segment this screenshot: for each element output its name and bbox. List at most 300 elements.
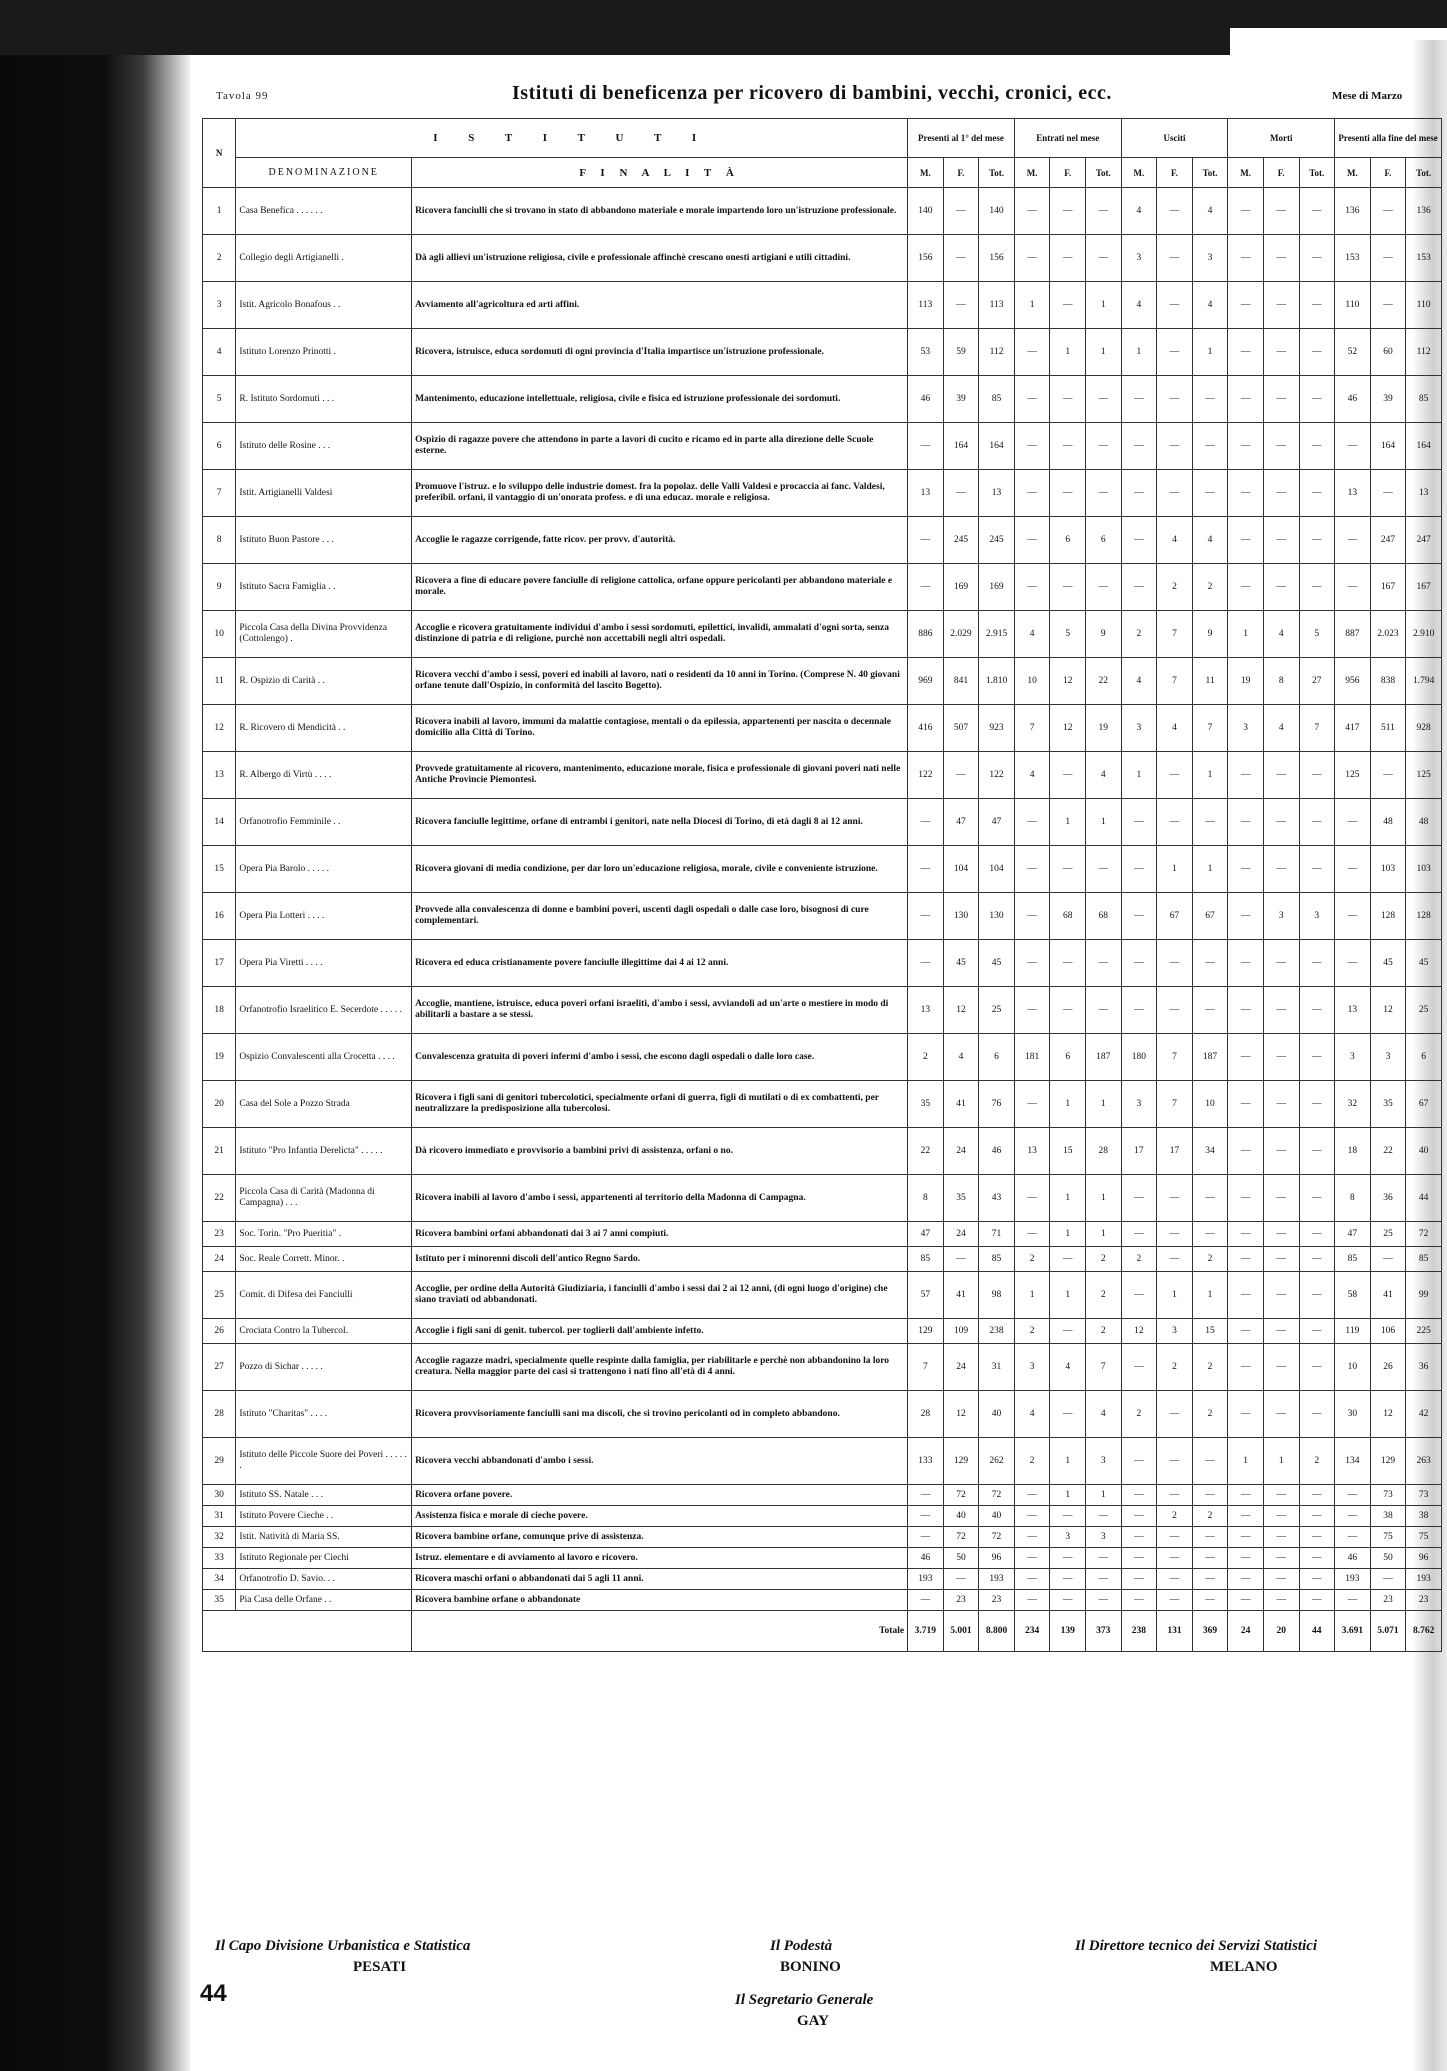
count-cell: —	[1228, 940, 1264, 987]
page-title: Istituti di beneficenza per ricovero di bambini, vecchi, cronici, ecc.	[512, 82, 1112, 104]
count-cell: 9	[1192, 611, 1228, 658]
count-cell: 128	[1370, 893, 1406, 940]
count-cell: 7	[1157, 611, 1193, 658]
count-cell: 1	[1050, 1081, 1086, 1128]
subheader-f: F.	[1263, 158, 1299, 188]
count-cell: —	[1228, 1272, 1264, 1319]
count-cell: —	[1121, 1506, 1157, 1527]
institute-purpose: Ricovera ed educa cristianamente povere fanciulle illegittime dai 4 ai 12 anni.	[412, 940, 908, 987]
count-cell: 193	[908, 1569, 944, 1590]
row-number: 22	[203, 1175, 236, 1222]
count-cell: 2	[1192, 1506, 1228, 1527]
institute-name: Opera Pia Viretti . . . .	[236, 940, 412, 987]
count-cell: —	[1014, 1081, 1050, 1128]
count-cell: 136	[1335, 188, 1371, 235]
count-cell: 35	[1370, 1081, 1406, 1128]
page-number: 44	[200, 1980, 227, 2007]
count-cell: 3	[1121, 235, 1157, 282]
count-cell: —	[1263, 1344, 1299, 1391]
row-number: 10	[203, 611, 236, 658]
total-cell: 234	[1014, 1611, 1050, 1652]
count-cell: 24	[943, 1344, 979, 1391]
count-cell: —	[1157, 329, 1193, 376]
count-cell: 119	[1335, 1319, 1371, 1344]
count-cell: 3	[1085, 1527, 1121, 1548]
count-cell: —	[1263, 188, 1299, 235]
institute-purpose: Ricovera vecchi abbandonati d'ambo i sessi.	[412, 1438, 908, 1485]
count-cell: —	[1299, 1506, 1335, 1527]
count-cell: —	[1157, 799, 1193, 846]
count-cell: 1	[1157, 1272, 1193, 1319]
count-cell: 167	[1370, 564, 1406, 611]
row-number: 12	[203, 705, 236, 752]
count-cell: —	[1121, 1175, 1157, 1222]
table-row	[203, 376, 1442, 423]
count-cell: —	[1050, 1247, 1086, 1272]
subheader-f: F.	[1157, 158, 1193, 188]
count-cell: —	[1085, 846, 1121, 893]
count-cell: —	[1263, 1527, 1299, 1548]
count-cell: —	[908, 423, 944, 470]
count-cell: 99	[1406, 1272, 1442, 1319]
row-number: 30	[203, 1485, 236, 1506]
table-row	[203, 940, 1442, 987]
count-cell: 3	[1121, 705, 1157, 752]
count-cell: 1	[1192, 329, 1228, 376]
count-cell: 130	[979, 893, 1015, 940]
table-row	[203, 752, 1442, 799]
table-row	[203, 1081, 1442, 1128]
count-cell: —	[908, 1590, 944, 1611]
capo-title: Il Capo Divisione Urbanistica e Statistica	[215, 1938, 471, 1954]
count-cell: —	[1263, 1548, 1299, 1569]
count-cell: 238	[979, 1319, 1015, 1344]
count-cell: 85	[908, 1247, 944, 1272]
count-cell: —	[1299, 1175, 1335, 1222]
count-cell: 96	[979, 1548, 1015, 1569]
institute-name: Orfanotrofio Femminile . .	[236, 799, 412, 846]
count-cell: —	[1121, 1548, 1157, 1569]
count-cell: 22	[1085, 658, 1121, 705]
count-cell: 1	[1050, 1222, 1086, 1247]
count-cell: 22	[1370, 1128, 1406, 1175]
count-cell: 112	[1406, 329, 1442, 376]
institute-purpose: Ricovera orfane povere.	[412, 1485, 908, 1506]
institute-name: Istituto "Charitas" . . . .	[236, 1391, 412, 1438]
row-number: 4	[203, 329, 236, 376]
count-cell: —	[1157, 1175, 1193, 1222]
row-number: 27	[203, 1344, 236, 1391]
document-sheet	[192, 40, 1438, 2071]
table-row	[203, 1569, 1442, 1590]
count-cell: 4	[1121, 188, 1157, 235]
row-number: 5	[203, 376, 236, 423]
count-cell: —	[1050, 752, 1086, 799]
count-cell: 6	[1406, 1034, 1442, 1081]
count-cell: —	[1228, 282, 1264, 329]
count-cell: 1	[1050, 799, 1086, 846]
institute-purpose: Accoglie, per ordine della Autorità Giudiziaria, i fanciulli d'ambo i sessi dai 2 ai 12 anni, (di ogni luogo d'origine) che siano traviati od abbandonati.	[412, 1272, 908, 1319]
table-row	[203, 1527, 1442, 1548]
count-cell: 1	[1228, 611, 1264, 658]
count-cell: —	[1050, 564, 1086, 611]
count-cell: 39	[1370, 376, 1406, 423]
count-cell: —	[1121, 376, 1157, 423]
institute-name: Collegio degli Artigianelli .	[236, 235, 412, 282]
institute-purpose: Provvede alla convalescenza di donne e bambini poveri, uscenti dagli ospedali o dalle case loro, bisognosi di cure complementari.	[412, 893, 908, 940]
count-cell: 38	[1406, 1506, 1442, 1527]
count-cell: —	[1299, 1548, 1335, 1569]
count-cell: 103	[1406, 846, 1442, 893]
count-cell: 2.910	[1406, 611, 1442, 658]
count-cell: 85	[1406, 376, 1442, 423]
count-cell: 103	[1370, 846, 1406, 893]
count-cell: —	[1263, 1247, 1299, 1272]
total-cell: 8.762	[1406, 1611, 1442, 1652]
row-number: 7	[203, 470, 236, 517]
count-cell: 886	[908, 611, 944, 658]
count-cell: 39	[943, 376, 979, 423]
institute-name: Opera Pia Lotteri . . . .	[236, 893, 412, 940]
data-table	[202, 118, 1442, 1652]
count-cell: —	[1085, 940, 1121, 987]
count-cell: 129	[908, 1319, 944, 1344]
count-cell: —	[1335, 1485, 1371, 1506]
count-cell: 225	[1406, 1319, 1442, 1344]
count-cell: —	[943, 235, 979, 282]
count-cell: —	[908, 1485, 944, 1506]
count-cell: —	[1228, 564, 1264, 611]
count-cell: 167	[1406, 564, 1442, 611]
count-cell: 3	[1370, 1034, 1406, 1081]
count-cell: 25	[979, 987, 1015, 1034]
institute-name: R. Ricovero di Mendicità . .	[236, 705, 412, 752]
capo-name: PESATI	[353, 1959, 407, 1975]
count-cell: 12	[1370, 987, 1406, 1034]
count-cell: —	[1263, 1128, 1299, 1175]
count-cell: 76	[979, 1081, 1015, 1128]
count-cell: 85	[979, 1247, 1015, 1272]
count-cell: 1	[1085, 799, 1121, 846]
institute-name: Piccola Casa di Carità (Madonna di Campagna) . . .	[236, 1175, 412, 1222]
count-cell: 4	[1192, 188, 1228, 235]
count-cell: —	[943, 752, 979, 799]
count-cell: 4	[1014, 1391, 1050, 1438]
table-row	[203, 1272, 1442, 1319]
institute-purpose: Ricovera bambini orfani abbandonati dai 3 ai 7 anni compiuti.	[412, 1222, 908, 1247]
count-cell: 1	[1014, 282, 1050, 329]
count-cell: 26	[1370, 1344, 1406, 1391]
count-cell: —	[1157, 1391, 1193, 1438]
count-cell: —	[1263, 1222, 1299, 1247]
count-cell: —	[1050, 1569, 1086, 1590]
count-cell: 67	[1157, 893, 1193, 940]
count-cell: 164	[943, 423, 979, 470]
count-cell: —	[1192, 1527, 1228, 1548]
subheader-tot: Tot.	[1085, 158, 1121, 188]
count-cell: 263	[1406, 1438, 1442, 1485]
row-number: 29	[203, 1438, 236, 1485]
count-cell: —	[1014, 1548, 1050, 1569]
institute-purpose: Ricovera inabili al lavoro d'ambo i sessi, appartenenti al territorio della Madonna di Campagna.	[412, 1175, 908, 1222]
count-cell: —	[1014, 893, 1050, 940]
totals-row	[203, 1611, 1442, 1652]
count-cell: 1	[1085, 1222, 1121, 1247]
count-cell: 6	[979, 1034, 1015, 1081]
institute-name: Pozzo di Sichar . . . . .	[236, 1344, 412, 1391]
table-row	[203, 517, 1442, 564]
count-cell: 140	[979, 188, 1015, 235]
institute-name: Istituto delle Piccole Suore dei Poveri . . . . . .	[236, 1438, 412, 1485]
count-cell: —	[1228, 517, 1264, 564]
count-cell: —	[1121, 1222, 1157, 1247]
count-cell: 187	[1192, 1034, 1228, 1081]
institute-purpose: Ricovera fanciulli che si trovano in stato di abbandono materiale e morale impartendo loro un'istruzione professionale.	[412, 188, 908, 235]
count-cell: —	[908, 893, 944, 940]
count-cell: 52	[1335, 329, 1371, 376]
count-cell: —	[1014, 1569, 1050, 1590]
count-cell: —	[1192, 940, 1228, 987]
count-cell: —	[908, 1527, 944, 1548]
count-cell: 169	[943, 564, 979, 611]
header-presenti-inizio: Presenti al 1° del mese	[908, 119, 1015, 158]
count-cell: —	[1157, 470, 1193, 517]
institute-purpose: Ricovera bambine orfane, comunque prive di assistenza.	[412, 1527, 908, 1548]
institute-purpose: Provvede gratuitamente al ricovero, mantenimento, educazione morale, fisica e professionale di giovani poveri nati nelle Antiche Provincie Piemontesi.	[412, 752, 908, 799]
count-cell: 3	[1263, 893, 1299, 940]
direttore-title: Il Direttore tecnico dei Servizi Statistici	[1075, 1938, 1318, 1954]
count-cell: 164	[1406, 423, 1442, 470]
institute-purpose: Convalescenza gratuita di poveri infermi d'ambo i sessi, che escono dagli ospedali o dalle loro case.	[412, 1034, 908, 1081]
count-cell: —	[1050, 987, 1086, 1034]
count-cell: 106	[1370, 1319, 1406, 1344]
count-cell: 180	[1121, 1034, 1157, 1081]
count-cell: —	[1157, 235, 1193, 282]
count-cell: 2	[1157, 1344, 1193, 1391]
count-cell: 2	[1157, 564, 1193, 611]
count-cell: 6	[1050, 517, 1086, 564]
row-number: 14	[203, 799, 236, 846]
count-cell: —	[1050, 470, 1086, 517]
table-row	[203, 564, 1442, 611]
institute-name: Soc. Torin. "Pro Pueritia" .	[236, 1222, 412, 1247]
count-cell: 17	[1157, 1128, 1193, 1175]
table-row	[203, 1128, 1442, 1175]
count-cell: —	[1299, 1272, 1335, 1319]
count-cell: 1	[1121, 329, 1157, 376]
institute-purpose: Ricovera maschi orfani o abbandonati dai 5 agli 11 anni.	[412, 1569, 908, 1590]
count-cell: —	[1335, 799, 1371, 846]
count-cell: —	[1228, 1569, 1264, 1590]
subheader-f: F.	[1050, 158, 1086, 188]
count-cell: 7	[1192, 705, 1228, 752]
count-cell: 25	[1406, 987, 1442, 1034]
count-cell: 71	[979, 1222, 1015, 1247]
count-cell: 35	[943, 1175, 979, 1222]
count-cell: —	[1335, 1590, 1371, 1611]
count-cell: —	[1299, 1128, 1335, 1175]
count-cell: —	[1263, 1272, 1299, 1319]
institute-purpose: Ricovera i figli sani di genitori tubercolotici, specialmente orfani di guerra, figli di mutilati o di ex combattenti, per neutralizzare la predisposizione alla tubercolosi.	[412, 1081, 908, 1128]
count-cell: 2	[1299, 1438, 1335, 1485]
count-cell: 1	[1050, 1438, 1086, 1485]
count-cell: 27	[1299, 658, 1335, 705]
institute-purpose: Istituto per i minorenni discoli dell'antico Regno Sardo.	[412, 1247, 908, 1272]
count-cell: 47	[908, 1222, 944, 1247]
count-cell: 4	[1085, 752, 1121, 799]
count-cell: —	[1263, 329, 1299, 376]
count-cell: 13	[979, 470, 1015, 517]
count-cell: —	[1014, 235, 1050, 282]
count-cell: —	[1263, 376, 1299, 423]
count-cell: —	[1085, 235, 1121, 282]
count-cell: —	[1299, 1222, 1335, 1247]
count-cell: 47	[943, 799, 979, 846]
table-row	[203, 658, 1442, 705]
count-cell: —	[1299, 1319, 1335, 1344]
count-cell: —	[1050, 1319, 1086, 1344]
count-cell: —	[1299, 846, 1335, 893]
count-cell: —	[1228, 1391, 1264, 1438]
institute-purpose: Ricovera vecchi d'ambo i sessi, poveri ed inabili al lavoro, nati o residenti da 10 anni in Torino. (Comprese N. 40 giovani orfane tenute dall'Ospizio, in conformità del lascito Bogetto).	[412, 658, 908, 705]
count-cell: —	[1263, 1081, 1299, 1128]
institute-name: Istituto Buon Pastore . . .	[236, 517, 412, 564]
count-cell: —	[1014, 987, 1050, 1034]
count-cell: —	[1157, 987, 1193, 1034]
count-cell: —	[1050, 282, 1086, 329]
header-presenti-fine: Presenti alla fine del mese	[1335, 119, 1442, 158]
institute-name: Orfanotrofio Israelitico E. Secerdote . . . . .	[236, 987, 412, 1034]
count-cell: 3	[1085, 1438, 1121, 1485]
institute-purpose: Promuove l'istruz. e lo sviluppo delle industrie domest. fra la popolaz. delle Valli Valdesi e procaccia ai fanc. Valdesi, preferibil. orfani, il vantaggio di un'onorata profess. e di una educaz. morale e religiosa.	[412, 470, 908, 517]
count-cell: 4	[1121, 658, 1157, 705]
count-cell: —	[1157, 1438, 1193, 1485]
institute-name: Casa Benefica . . . . . .	[236, 188, 412, 235]
count-cell: —	[1335, 846, 1371, 893]
count-cell: 1.794	[1406, 658, 1442, 705]
count-cell: 23	[1406, 1590, 1442, 1611]
count-cell: 23	[943, 1590, 979, 1611]
count-cell: —	[1157, 1548, 1193, 1569]
count-cell: 17	[1121, 1128, 1157, 1175]
count-cell: 262	[979, 1438, 1015, 1485]
subheader-tot: Tot.	[1406, 158, 1442, 188]
count-cell: 112	[979, 329, 1015, 376]
count-cell: 153	[1335, 235, 1371, 282]
count-cell: 11	[1192, 658, 1228, 705]
count-cell: —	[1299, 235, 1335, 282]
count-cell: 136	[1406, 188, 1442, 235]
count-cell: 1	[1192, 1272, 1228, 1319]
count-cell: —	[1050, 376, 1086, 423]
total-cell: 44	[1299, 1611, 1335, 1652]
subheader-m: M.	[1121, 158, 1157, 188]
count-cell: 4	[1263, 705, 1299, 752]
row-number: 13	[203, 752, 236, 799]
count-cell: —	[1335, 564, 1371, 611]
count-cell: 10	[1335, 1344, 1371, 1391]
table-row	[203, 1506, 1442, 1527]
count-cell: —	[1014, 376, 1050, 423]
count-cell: —	[1192, 423, 1228, 470]
count-cell: 85	[1335, 1247, 1371, 1272]
count-cell: —	[1121, 1590, 1157, 1611]
count-cell: —	[1228, 1485, 1264, 1506]
count-cell: 5	[1050, 611, 1086, 658]
count-cell: —	[908, 940, 944, 987]
count-cell: 1	[1157, 846, 1193, 893]
count-cell: —	[1121, 1485, 1157, 1506]
count-cell: —	[1228, 1319, 1264, 1344]
count-cell: —	[1228, 423, 1264, 470]
count-cell: 23	[1370, 1590, 1406, 1611]
count-cell: 3	[1228, 705, 1264, 752]
institute-purpose: Dà ricovero immediato e provvisorio a bambini privi di assistenza, orfani o no.	[412, 1128, 908, 1175]
count-cell: —	[1157, 1247, 1193, 1272]
count-cell: 928	[1406, 705, 1442, 752]
count-cell: 50	[1370, 1548, 1406, 1569]
count-cell: 98	[979, 1272, 1015, 1319]
row-number: 31	[203, 1506, 236, 1527]
count-cell: —	[1192, 470, 1228, 517]
count-cell: —	[1228, 1081, 1264, 1128]
count-cell: 134	[1335, 1438, 1371, 1485]
count-cell: —	[1370, 752, 1406, 799]
count-cell: —	[1370, 282, 1406, 329]
header-morti: Morti	[1228, 119, 1335, 158]
count-cell: —	[1192, 376, 1228, 423]
total-cell: 8.800	[979, 1611, 1015, 1652]
count-cell: —	[1228, 1222, 1264, 1247]
count-cell: 5	[1299, 611, 1335, 658]
count-cell: —	[1014, 423, 1050, 470]
header-finalita: F I N A L I T À	[412, 158, 908, 188]
institute-purpose: Dà agli allievi un'istruzione religiosa, civile e professionale affinchè crescano onesti artigiani e utili cittadini.	[412, 235, 908, 282]
count-cell: —	[1157, 940, 1193, 987]
count-cell: 109	[943, 1319, 979, 1344]
count-cell: —	[1370, 470, 1406, 517]
count-cell: 40	[979, 1506, 1015, 1527]
count-cell: —	[1299, 517, 1335, 564]
institute-name: Soc. Reale Corrett. Minor. .	[236, 1247, 412, 1272]
count-cell: —	[1370, 1569, 1406, 1590]
count-cell: —	[1299, 1034, 1335, 1081]
totals-blank	[203, 1611, 412, 1652]
segretario-title: Il Segretario Generale	[735, 1992, 874, 2008]
count-cell: 3	[1157, 1319, 1193, 1344]
count-cell: 7	[1157, 658, 1193, 705]
count-cell: 73	[1406, 1485, 1442, 1506]
count-cell: 245	[979, 517, 1015, 564]
count-cell: —	[1370, 235, 1406, 282]
count-cell: —	[1228, 1175, 1264, 1222]
row-number: 3	[203, 282, 236, 329]
count-cell: 245	[943, 517, 979, 564]
count-cell: —	[1014, 517, 1050, 564]
count-cell: 129	[943, 1438, 979, 1485]
count-cell: 2	[1085, 1247, 1121, 1272]
count-cell: —	[1263, 940, 1299, 987]
institute-purpose: Ricovera bambine orfane o abbandonate	[412, 1590, 908, 1611]
count-cell: 113	[908, 282, 944, 329]
count-cell: —	[1050, 1548, 1086, 1569]
count-cell: 1	[1085, 1081, 1121, 1128]
count-cell: 47	[1335, 1222, 1371, 1247]
count-cell: 48	[1406, 799, 1442, 846]
count-cell: 140	[908, 188, 944, 235]
count-cell: 2.915	[979, 611, 1015, 658]
count-cell: 10	[1192, 1081, 1228, 1128]
